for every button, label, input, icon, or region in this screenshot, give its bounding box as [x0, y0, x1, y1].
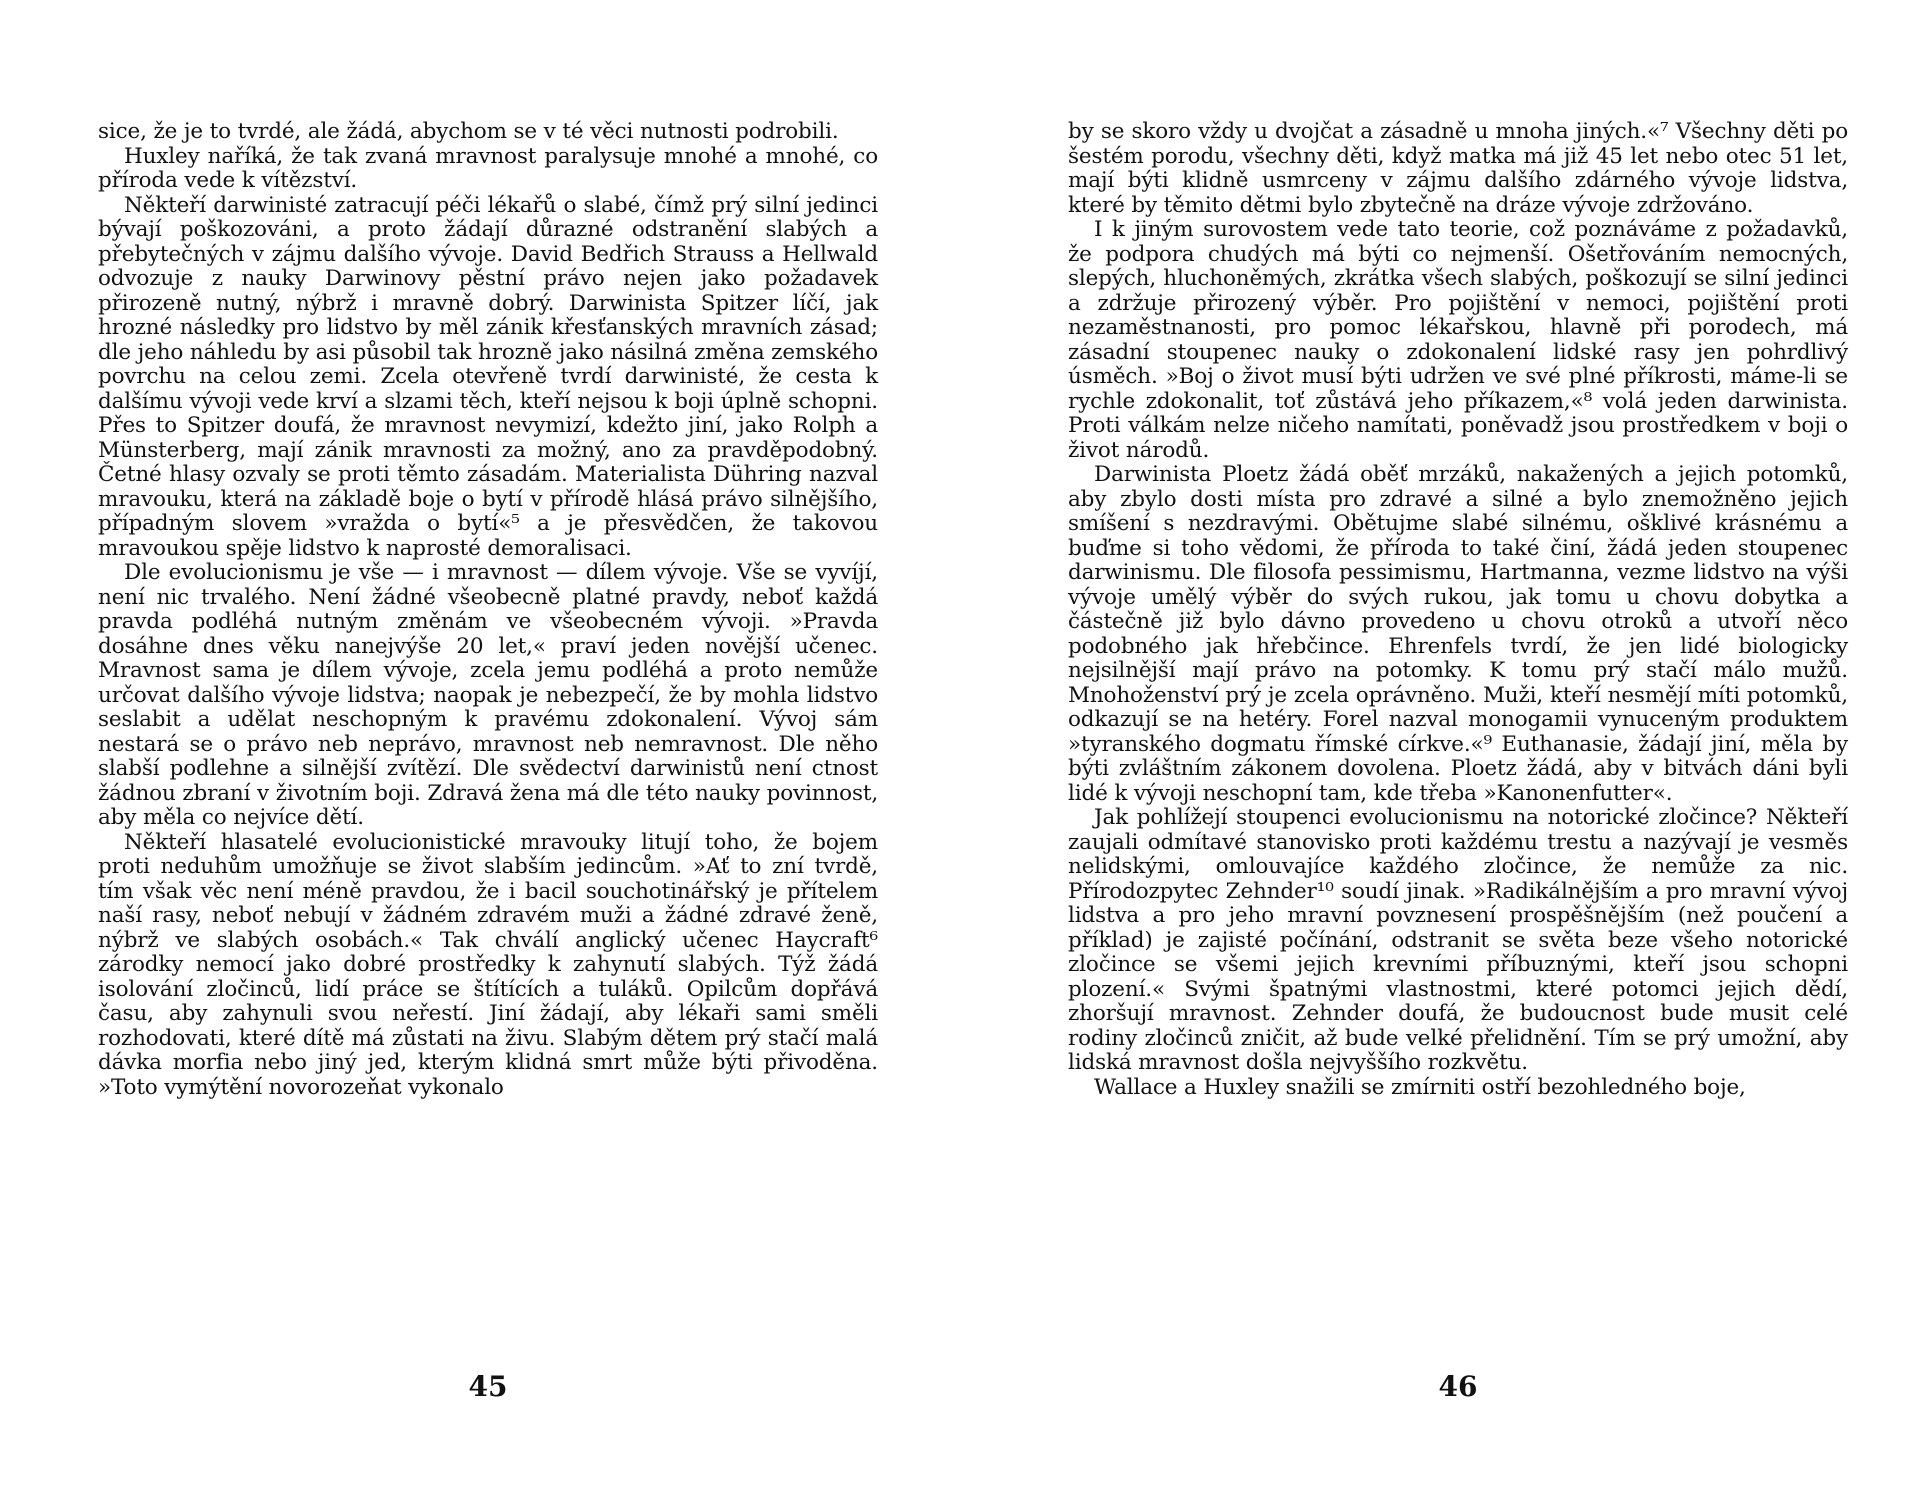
paragraph: Huxley naříká, že tak zvaná mravnost paralysuje mnohé a mnohé, co příroda vede k vítězství.	[98, 143, 878, 193]
left-page-text	[98, 120, 878, 1100]
right-page	[1068, 119, 1848, 1403]
page-number: 45	[468, 1370, 508, 1403]
left-page	[98, 119, 878, 1403]
page-number: 46	[1438, 1370, 1478, 1403]
paragraph: I k jiným surovostem vede tato teorie, což poznáváme z požadavků, že podpora chudých má býti co nejmenší. Ošetřováním nemocných, slepých, hluchoněmých, zkrátka všech slabých, poškozují se silní jedinci a zdržuje přirozený výběr. Pro pojištění v nemoci, pojištění proti nezaměstnanosti, pro pomoc lékařskou, hlavně při porodech, má zásadní stoupenec nauky o zdokonalení lidské rasy jen pohrdlivý úsměch. »Boj o život musí býti udržen ve své plné příkrosti, máme-li se rychle zdokonalit, toť zůstává jeho příkazem,«⁸ volá jeden darwinista. Proti válkám nelze ničeho namítati, poněvadž jsou prostředkem v boji o život národů.	[1068, 217, 1848, 463]
paragraph: Darwinista Ploetz žádá oběť mrzáků, nakažených a jejich potomků, aby zbylo dosti místa pro zdravé a silné a bylo znemožněno jejich smíšení s nezdravými. Obětujme slabé silnému, ošklivé krásnému a buďme si toho vědomi, že příroda to také činí, žádá jeden stoupenec darwinismu. Dle filosofa pessimismu, Hartmanna, vezme lidstvo na výši vývoje umělý výběr do svých rukou, jak tomu u chovu dobytka a částečně již bylo dávno provedeno u chovu otroků a utvoří něco podobného jak hřebčince. Ehrenfels tvrdí, že jen lidé biologicky nejsilnější mají právo na potomky. K tomu prý stačí málo mužů. Mnohoženství prý je zcela oprávněno. Muži, kteří nesmějí míti potomků, odkazují se na hetéry. Forel nazval monogamii vynuceným produktem »tyranského dogmatu římské církve.«⁹ Euthanasie, žádají jiní, měla by býti zvláštním zákonem dovolena. Ploetz žádá, aby v bitvách dáni byli lidé k vývoji neschopní tam, kde třeba »Kanonenfutter«.	[1068, 462, 1848, 806]
paragraph: Dle evolucionismu je vše — i mravnost — dílem vývoje. Vše se vyvíjí, není nic trvalého. Není žádné všeobecně platné pravdy, neboť každá pravda podléhá nutným změnám ve všeobecném vývoji. »Pravda dosáhne dnes věku nanejvýše 20 let,« praví jeden novější učenec. Mravnost sama je dílem vývoje, zcela jemu podléhá a proto nemůže určovat dalšího vývoje lidstva; naopak je nebezpečí, že by mohla lidstvo seslabit a udělat neschopným k pravému zdokonalení. Vývoj sám nestará se o právo neb neprávo, mravnost neb nemravnost. Dle něho slabší podlehne a silnější zvítězí. Dle svědectví darwinistů není ctnost žádnou zbraní v životním boji. Zdravá žena má dle této nauky povinnost, aby měla co nejvíce dětí.	[98, 560, 878, 830]
paragraph: Jak pohlížejí stoupenci evolucionismu na notorické zločince? Někteří zaujali odmítavé stanovisko proti každému trestu a nazývají je vesměs nelidskými, omlouvajíce každého zločince, že nemůže za nic. Přírodozpytec Zehnder¹⁰ soudí jinak. »Radikálnějším a pro mravní vývoj lidstva a pro jeho mravní povznesení prospěšnějším (než poučení a příklad) je zajisté počínání, odstranit se světa beze všeho notorické zločince se všemi jejich krevními příbuznými, kteří jsou schopni plození.« Svými špatnými vlastnostmi, které potomci jejich dědí, zhoršují mravnost. Zehnder doufá, že budoucnost bude musit celé rodiny zločinců zničit, až bude velké přelidnění. Tím se prý umožní, aby lidská mravnost došla nejvyššího rozkvětu.	[1068, 805, 1848, 1075]
right-page-text	[1068, 120, 1848, 1100]
paragraph: Wallace a Huxley snažili se zmírniti ostří bezohledného boje,	[1094, 1074, 1746, 1100]
paragraph: sice, že je to tvrdé, ale žádá, abychom se v té věci nutnosti podrobili.	[98, 119, 839, 144]
paragraph: Někteří darwinisté zatracují péči lékařů o slabé, čímž prý silní jedinci bývají poškozováni, a proto žádají důrazné odstranění slabých a přebytečných v zájmu dalšího vývoje. David Bedřich Strauss a Hellwald odvozuje z nauky Darwinovy pěstní právo nejen jako požadavek přirozeně nutný, nýbrž i mravně dobrý. Darwinista Spitzer líčí, jak hrozné následky pro lidstvo by měl zánik křesťanských mravních zásad; dle jeho náhledu by asi působil tak hrozně jako násilná změna zemského povrchu na celou zemi. Zcela otevřeně tvrdí darwinisté, že cesta k dalšímu vývoji vede krví a slzami těch, kteří nejsou k boji úplně schopni. Přes to Spitzer doufá, že mravnost nevymizí, kdežto jiní, jako Rolph a Münsterberg, mají zánik mravnosti za možný, ano za pravděpodobný. Četné hlasy ozvaly se proti těmto zásadám. Materialista Dühring nazval mravouku, která na základě boje o bytí v přírodě hlásá právo silnějšího, případným slovem »vražda o bytí«⁵ a je přesvědčen, že takovou mravoukou spěje lidstvo k naprosté demoralisaci.	[98, 192, 878, 561]
paragraph: Někteří hlasatelé evolucionistické mravouky litují toho, že bojem proti neduhům umožňuje se život slabším jedincům. »Ať to zní tvrdě, tím však věc není méně pravdou, že i bacil souchotinářský je přítelem naší rasy, neboť nebují v žádném zdravém muži a žádné zdravé ženě, nýbrž ve slabých osobách.« Tak chválí anglický učenec Haycraft⁶ zárodky nemocí jako dobré prostředky k zahynutí slabých. Týž žádá isolování zločinců, lidí práce se štítících a tuláků. Opilcům dopřává času, aby zahynuli svou neřestí. Jiní žádají, aby lékaři sami směli rozhodovati, které dítě má zůstati na živu. Slabým dětem prý stačí malá dávka morfia nebo jiný jed, kterým klidná smrt může býti přivoděna. »Toto vymýtění novorozeňat vykonalo	[98, 829, 878, 1100]
paragraph: by se skoro vždy u dvojčat a zásadně u mnoha jiných.«⁷ Všechny děti po šestém porodu, všechny děti, když matka má již 45 let nebo otec 51 let, mají býti klidně usmrceny v zájmu dalšího zdárného vývoje lidstva, které by těmito dětmi bylo zbytečně na dráze vývoje zdržováno.	[1068, 119, 1848, 218]
